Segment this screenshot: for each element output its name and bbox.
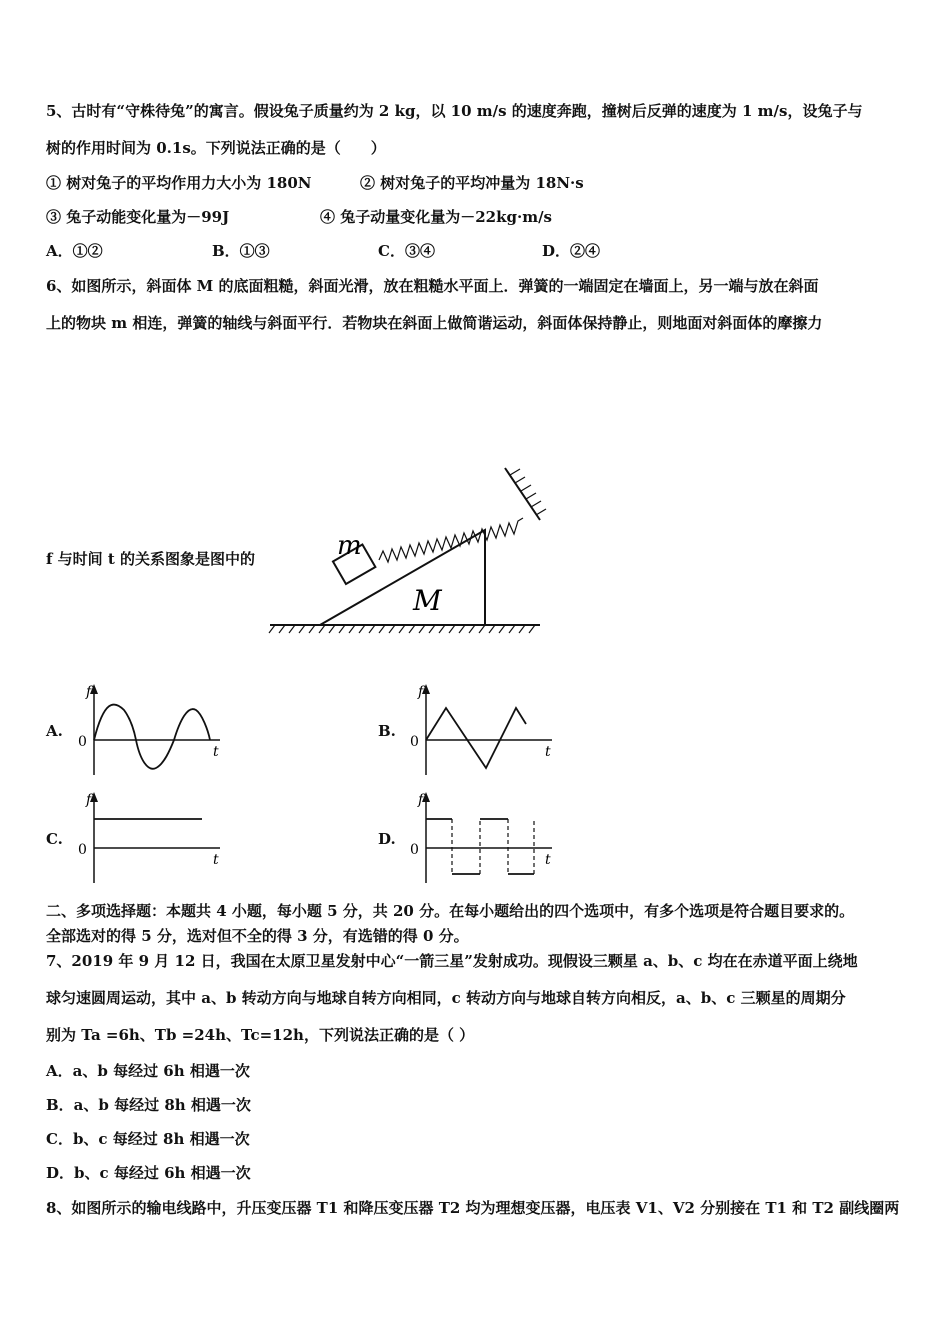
axis-f-d: f [418, 792, 424, 808]
q5-statement-1: ① 树对兔子的平均作用力大小为 180N [46, 174, 312, 192]
q7-stem-line3: 别为 Ta =6h、Tb =24h、Tc=12h，下列说法正确的是（ ） [46, 1026, 475, 1044]
incline-spring-figure [265, 450, 555, 640]
axis-t-a: t [213, 744, 219, 760]
axis-0-d: 0 [410, 842, 419, 858]
q7-option-d: D．b、c 每经过 6h 相遇一次 [46, 1164, 251, 1182]
axis-t-c: t [213, 852, 219, 868]
axis-0-b: 0 [410, 734, 419, 750]
q7-option-c: C．b、c 每经过 8h 相遇一次 [46, 1130, 250, 1148]
q7-option-a: A．a、b 每经过 6h 相遇一次 [46, 1062, 250, 1080]
q6-option-c-label: C. [46, 830, 63, 848]
q5-option-d: D．②④ [542, 242, 601, 260]
q5-option-a: A．①② [46, 242, 103, 260]
q7-stem-line2: 球匀速圆周运动，其中 a、b 转动方向与地球自转方向相同，c 转动方向与地球自转方向相反，a、b、c 三颗星的周期分 [46, 989, 846, 1007]
q7-option-b: B．a、b 每经过 8h 相遇一次 [46, 1096, 251, 1114]
axis-t-d: t [545, 852, 551, 868]
q5-stem-line2: 树的作用时间为 0.1s。下列说法正确的是（ ） [46, 139, 386, 157]
axis-f-a: f [86, 684, 92, 700]
label-M: M [413, 584, 442, 617]
q6-stem-line1: 6、如图所示，斜面体 M 的底面粗糙，斜面光滑，放在粗糙水平面上．弹簧的一端固定在墙面上，另一端与放在斜面 [46, 277, 819, 295]
section2-line1: 二、多项选择题：本题共 4 小题，每小题 5 分，共 20 分。在每小题给出的四个选项中，有多个选项是符合题目要求的。 [46, 902, 855, 920]
axis-f-c: f [86, 792, 92, 808]
q5-option-b: B．①③ [212, 242, 270, 260]
axis-t-b: t [545, 744, 551, 760]
q6-option-a-label: A. [46, 722, 63, 740]
q5-statement-4: ④ 兔子动量变化量为－22kg·m/s [320, 208, 552, 226]
q8-stem-line1: 8、如图所示的输电线路中，升压变压器 T1 和降压变压器 T2 均为理想变压器，电压表 V1、V2 分别接在 T1 和 T2 副线圈两 [46, 1199, 900, 1217]
q6-option-d-label: D. [378, 830, 396, 848]
q5-statement-2: ② 树对兔子的平均冲量为 18N·s [360, 174, 584, 192]
spring [379, 518, 523, 562]
q5-stem-line1: 5、古时有“守株待兔”的寓言。假设兔子质量约为 2 kg，以 10 m/s 的速度奔跑，撞树后反弹的速度为 1 m/s，设兔子与 [46, 102, 863, 120]
axis-f-b: f [418, 684, 424, 700]
section2-line2: 全部选对的得 5 分，选对但不全的得 3 分，有选错的得 0 分。 [46, 927, 469, 945]
q6-stem-line2: 上的物块 m 相连，弹簧的轴线与斜面平行．若物块在斜面上做简谐运动，斜面体保持静止，则地面对斜面体的摩擦力 [46, 314, 823, 332]
q5-statement-3: ③ 兔子动能变化量为－99J [46, 208, 230, 226]
q7-stem-line1: 7、2019 年 9 月 12 日，我国在太原卫星发射中心“一箭三星”发射成功。现假设三颗星 a、b、c 均在在赤道平面上绕地 [46, 952, 858, 970]
graph-c-constant [70, 788, 230, 888]
graph-a-sine [70, 680, 230, 780]
axis-0-a: 0 [78, 734, 87, 750]
graph-b-triangle [402, 680, 562, 780]
q6-option-b-label: B. [378, 722, 396, 740]
label-m: m [337, 531, 362, 561]
q5-option-c: C．③④ [378, 242, 435, 260]
graph-d-square [402, 788, 562, 888]
q6-stem-line3: f 与时间 t 的关系图象是图中的 [46, 550, 256, 568]
axis-0-c: 0 [78, 842, 87, 858]
